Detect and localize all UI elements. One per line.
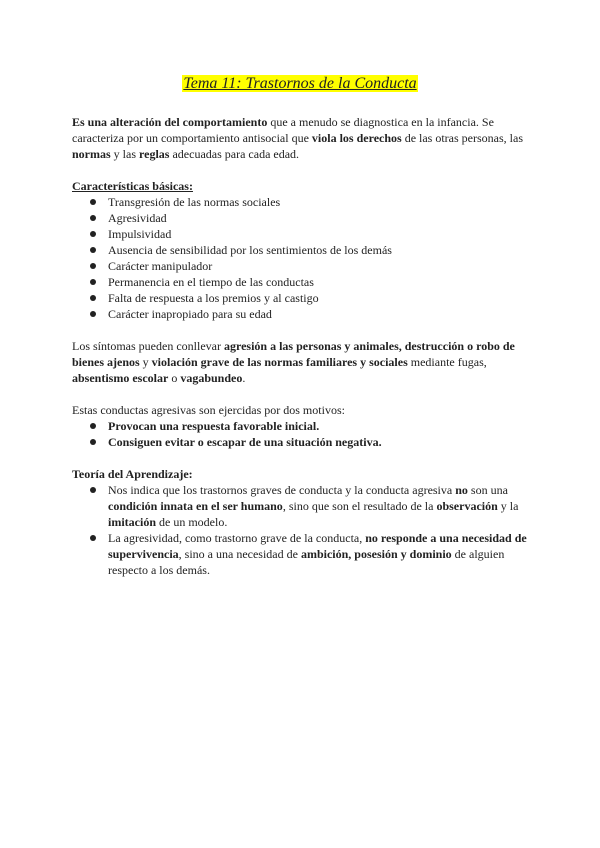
teoria-item1-text-c: son una: [467, 483, 508, 497]
sintomas-text-3: mediante fugas,: [407, 355, 487, 369]
intro-text-2: de las otras personas, las: [401, 131, 523, 145]
list-item-text: Agresividad: [108, 211, 167, 225]
teoria-item1-text-i: de un modelo.: [156, 515, 228, 529]
intro-text-1: que a menudo se diagnostica en la infancia. Se caracteriza por un comportamiento antisocial que: [72, 115, 494, 145]
bullet-icon: [90, 279, 96, 285]
sintomas-bold-agresion: agresión a las personas y animales, destrucción o robo de bienes ajenos: [72, 339, 515, 369]
list-item: [72, 290, 532, 306]
teoria-item1-text-g: y la: [497, 499, 519, 513]
intro-text-3: y las: [110, 147, 140, 161]
caracteristicas-section: [72, 178, 532, 322]
list-item-text: Permanencia en el tiempo de las conductas: [108, 275, 314, 289]
teoria-heading: Teoría del Aprendizaje:: [72, 467, 193, 481]
list-item-text: Carácter inapropiado para su edad: [108, 307, 272, 321]
list-item: [72, 194, 532, 210]
list-item: [72, 226, 532, 242]
teoria-item2-bold-necesidad: no responde a una necesidad de supervivencia: [108, 531, 527, 561]
list-item-text: Ausencia de sensibilidad por los sentimientos de los demás: [108, 243, 392, 257]
sintomas-text-4: o: [168, 371, 181, 385]
list-item: [72, 306, 532, 322]
teoria-item1-bold-imitacion: imitación: [108, 515, 156, 529]
sintomas-paragraph: [72, 338, 532, 386]
bullet-icon: [90, 487, 96, 493]
teoria-item1-bold-condicion: condición innata en el ser humano: [108, 499, 283, 513]
list-item-text: Provocan una respuesta favorable inicial.: [108, 419, 320, 433]
bullet-icon: [90, 439, 96, 445]
bullet-icon: [90, 535, 96, 541]
teoria-item1-text-e: , sino que son el resultado de la: [282, 499, 437, 513]
intro-paragraph: [72, 114, 532, 162]
teoria-item1-bold-no: no: [455, 483, 468, 497]
intro-bold-normas: normas: [72, 147, 111, 161]
motivos-intro: Estas conductas agresivas son ejercidas por dos motivos:: [72, 403, 345, 417]
teoria-item2-text-c: , sino a una necesidad de: [178, 547, 301, 561]
list-item: [72, 530, 532, 578]
list-item-text: Consiguen evitar o escapar de una situación negativa.: [108, 435, 382, 449]
list-item: [72, 210, 532, 226]
sintomas-text-2: y: [139, 355, 152, 369]
sintomas-text-5: .: [242, 371, 246, 385]
bullet-icon: [90, 215, 96, 221]
teoria-item2-text-e: de alguien respecto a los demás.: [108, 547, 505, 577]
bullet-icon: [90, 199, 96, 205]
sintomas-text-1: Los síntomas pueden conllevar: [72, 339, 224, 353]
list-item: [72, 242, 532, 258]
intro-text-4: adecuadas para cada edad.: [169, 147, 300, 161]
title-container: [0, 74, 600, 94]
intro-bold-reglas: reglas: [139, 147, 170, 161]
bullet-icon: [90, 295, 96, 301]
list-item: [72, 418, 532, 434]
bullet-icon: [90, 263, 96, 269]
bullet-icon: [90, 231, 96, 237]
motivos-section: [72, 402, 532, 450]
list-item-text: Carácter manipulador: [108, 259, 213, 273]
sintomas-bold-vagabundeo: vagabundeo: [180, 371, 243, 385]
bullet-icon: [90, 247, 96, 253]
list-item-text: Transgresión de las normas sociales: [108, 195, 281, 209]
intro-bold-derechos: viola los derechos: [311, 131, 402, 145]
list-item: [72, 274, 532, 290]
list-item-text: Impulsividad: [108, 227, 172, 241]
bullet-icon: [90, 423, 96, 429]
teoria-item2-text-a: La agresividad, como trastorno grave de la conducta,: [108, 531, 366, 545]
list-item: [72, 434, 532, 450]
teoria-item1-text-a: Nos indica que los trastornos graves de conducta y la conducta agresiva: [108, 483, 456, 497]
caracteristicas-list: [72, 194, 532, 322]
teoria-list: [72, 482, 532, 578]
list-item: [72, 258, 532, 274]
intro-bold-alteracion: Es una alteración del comportamiento: [72, 115, 268, 129]
page-title: Tema 11: Trastornos de la Conducta: [183, 75, 417, 92]
sintomas-bold-absentismo: absentismo escolar: [72, 371, 169, 385]
sintomas-bold-violacion: violación grave de las normas familiares y sociales: [151, 355, 408, 369]
teoria-item1-bold-observacion: observación: [436, 499, 498, 513]
bullet-icon: [90, 311, 96, 317]
teoria-item2-bold-ambicion: ambición, posesión y dominio: [300, 547, 452, 561]
teoria-section: [72, 466, 532, 578]
motivos-list: [72, 418, 532, 450]
list-item-text: Falta de respuesta a los premios y al castigo: [108, 291, 319, 305]
list-item: [72, 482, 532, 530]
caracteristicas-heading: Características básicas:: [72, 179, 193, 193]
